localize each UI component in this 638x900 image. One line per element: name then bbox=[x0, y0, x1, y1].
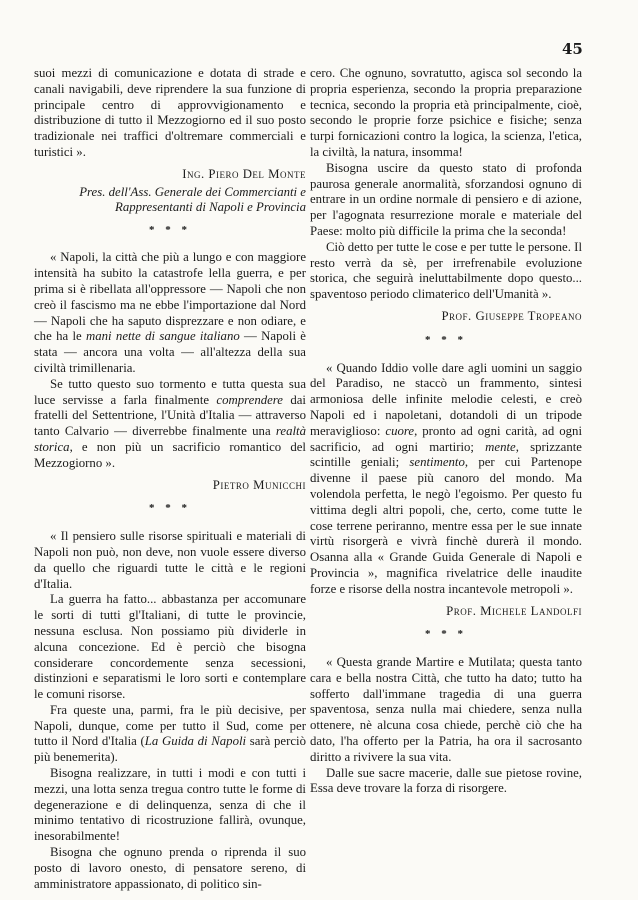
section-separator: * * * bbox=[149, 223, 191, 236]
paragraph: Bisogna che ognuno prenda o riprenda il suo posto di lavoro onesto, di pensatore sereno, di amministratore appassionato, di politico sin- bbox=[34, 845, 306, 891]
paragraph: Bisogna realizzare, in tutti i modi e con tutti i mezzi, una lotta senza tregua contro tutte le forme di degenerazione e di delinquenza, senza di che il minimo tentativo di ricostruzione fallirà, ovunque, inesorabilmente! bbox=[34, 766, 306, 844]
signature-name: Pietro Municchi bbox=[212, 477, 306, 492]
page-number: 45 bbox=[562, 40, 583, 58]
paragraph: « Il pensiero sulle risorse spirituali e materiali di Napoli non può, non deve, non vuole essere diverso da quello che riguardi tutte le città e le regioni d'Italia. bbox=[34, 529, 306, 591]
signature-name: Ing. Piero Del Monte bbox=[182, 166, 306, 181]
signature-name: Prof. Giuseppe Tropeano bbox=[441, 308, 582, 323]
section-separator: * * * bbox=[425, 333, 467, 346]
left-column bbox=[34, 66, 306, 892]
signature-role: Pres. dell'Ass. Generale dei Commercianti e Rappresentanti di Napoli e Provincia bbox=[79, 184, 306, 214]
paragraph: Dalle sue sacre macerie, dalle sue pietose rovine, Essa deve trovare la forza di risorgere. bbox=[310, 765, 582, 796]
paragraph: « Questa grande Martire e Mutilata; questa tanto cara e bella nostra Città, che tutto ha dato; tutto ha sofferto dall'immane tragedia di una guerra spaventosa, senza nulla mai chiedere, senza nulla ottenere, nè alcuna cosa chiede, perchè ciò che ha dato, l'ha offerto per la Patria, ha ora il sacrosanto diritto a rivivere la sua vita. bbox=[310, 655, 582, 764]
paragraph: Ciò detto per tutte le cose e per tutte le persone. Il resto verrà da sè, per irrefrenabile evoluzione storica, che seguirà ineluttabilmente dopo questo... spaventoso periodo climaterico dell'Umanità ». bbox=[310, 239, 582, 302]
paragraph: La guerra ha fatto... abbastanza per accomunare le sorti di tutti gl'Italiani, di tutte le provincie, nessuna esclusa. Non possiamo più dividerle in alcuna concezione. Ed è perciò che bisogna considerare concordemente senza secessioni, distinzioni e separatismi le loro sorti e contemplare le comuni risorse. bbox=[34, 592, 306, 702]
paragraph: suoi mezzi di comunicazione e dotata di strade e canali navigabili, deve riprendere la sua funzione di principale centro di approvvigionamento e distribuzione di tutto il Mezzogiorno ed il suo posto tradizionale nei traffici d'oltremare commerciali e turistici ». bbox=[34, 66, 306, 159]
paragraph: Bisogna uscire da questo stato di profonda paurosa generale anormalità, sforzandosi ognuno di entrare in un ordine normale di pensiero e di azione, per l'agognata resurrezione morale e materiale del Paese: molto più difficile la prima che la seconda! bbox=[310, 160, 582, 238]
paragraph: « Napoli, la città che più a lungo e con maggiore intensità ha subito la catastrofe lella guerra, e per prima si è ribellata all'oppressore — Napoli che non creò il fascismo ma ne ebbe l'importazione dal Nord — Napoli che ha saputo disprezzare e non odiare, e che ha le mani nette di sangue italiano — Napoli è stata — ancora una volta — all'altezza della sua civiltà trimillenaria. bbox=[34, 250, 306, 375]
section-separator: * * * bbox=[425, 628, 467, 641]
signature-name: Prof. Michele Landolfi bbox=[446, 603, 582, 618]
paragraph: Fra queste una, parmi, fra le più decisive, per Napoli, dunque, come per tutto il Sud, come per tutto il Nord d'Italia (La Guida di Napoli sarà perciò più benemerita). bbox=[34, 702, 306, 765]
section-separator: * * * bbox=[149, 502, 191, 515]
right-column bbox=[310, 66, 582, 797]
paragraph: cero. Che ognuno, sovratutto, agisca sol secondo la propria esperienza, secondo la propria preparazione tecnica, secondo la propria età principalmente, cioè, secondo le proprie forze psichice e fisiche; senza turpi fornicazioni contro la logica, la scienza, l'etica, la civiltà, la natura, insomma! bbox=[310, 66, 582, 159]
paragraph: Se tutto questo suo tormento e tutta questa sua luce servisse a farla finalmente comprendere dai fratelli del Settentrione, l'Unità d'Italia — attraverso tanto Calvario — diverrebbe finalmente una realtà storica, e non più un sacrificio romantico del Mezzogiorno ». bbox=[34, 376, 306, 470]
paragraph: « Quando Iddio volle dare agli uomini un saggio del Paradiso, ne staccò un frammento, sintesi armoniosa delle infinite melodie celesti, e creò Napoli ed i napoletani, dotandoli di un tripode meraviglioso: cuore, pronto ad ogni carità, ad ogni sacrificio, ad ogni martirio; mente, sprizzante scintille geniali; sentimento, per cui Partenope divenne il paese più canoro del mondo. Ma volendola perfetta, le negò l'egoismo. Per questo fu vittima degli altri popoli, che, certo, come tutte le cose terrene periranno, mentre essa per le sue innate virtù risorgerà e vivrà finchè durerà il mondo. Osanna alla « Grande Guida Generale di Napoli e Provincia », magnifica rivelatrice delle inaudite forze e risorse della nostra incantevole metropoli ». bbox=[310, 360, 582, 596]
